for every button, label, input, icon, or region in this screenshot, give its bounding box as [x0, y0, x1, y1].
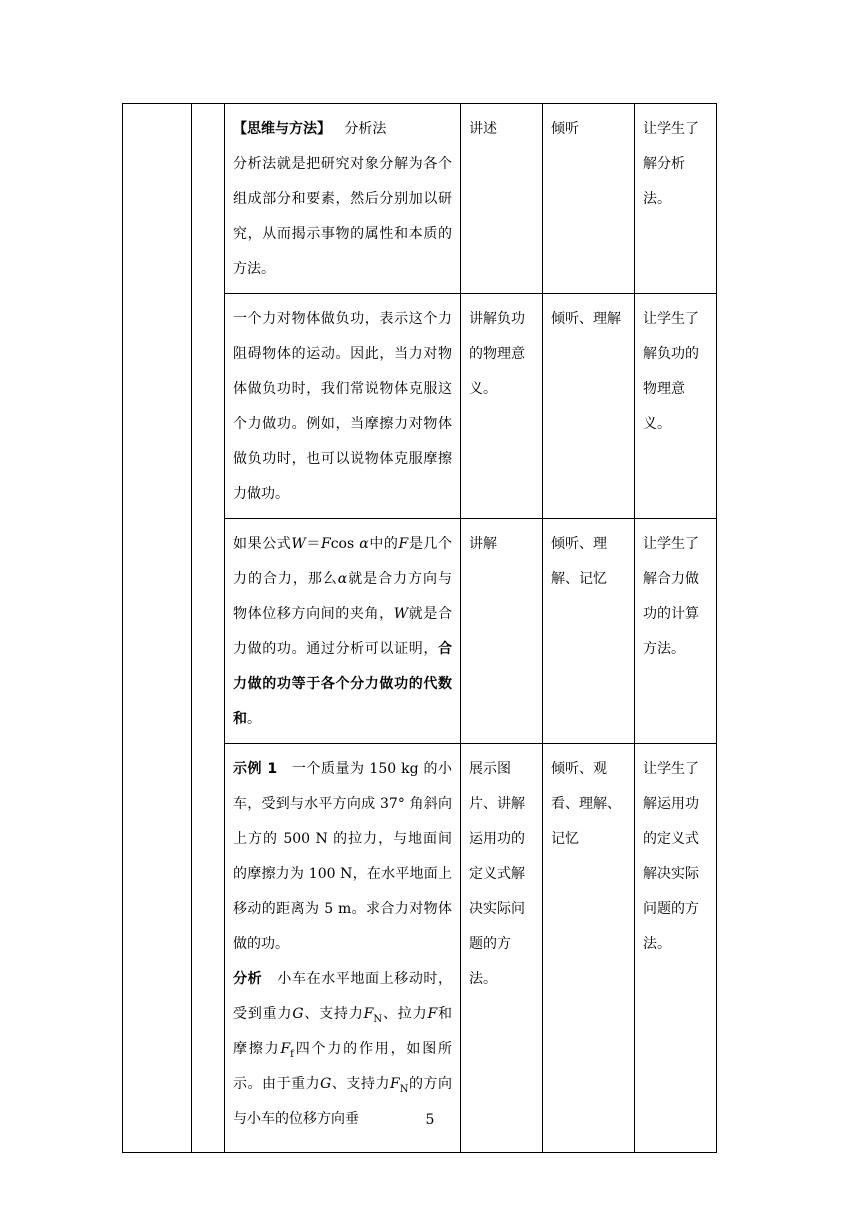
purpose-cell: 让学生了解负功的物理意义。: [635, 294, 717, 519]
formula-variable: F: [398, 536, 409, 552]
method-heading: 【思维与方法】: [233, 121, 331, 137]
method-body: 分析法就是把研究对象分解为各个组成部分和要素，然后分别加以研究，从而揭示事物的属性和本质的方法。: [233, 156, 452, 277]
teacher-activity-cell: 讲解: [461, 519, 543, 744]
formula-variable: F: [321, 536, 331, 552]
subscript: N: [373, 1014, 383, 1025]
table-row: [123, 104, 717, 294]
content-cell: [225, 744, 461, 1153]
formula-variable: α: [359, 536, 369, 552]
text-run: 和摩擦力: [233, 1006, 453, 1057]
formula-variable: W: [393, 606, 409, 622]
text-run: 、支持力: [331, 1076, 390, 1092]
formula-variable: F: [363, 1006, 374, 1022]
lesson-plan-table: [122, 103, 717, 1153]
text-run: 的方向与小车的位移方向垂: [233, 1076, 453, 1127]
formula-variable: G: [292, 1006, 304, 1022]
blank-stage-cell: [123, 104, 192, 1153]
method-topic: 分析法: [344, 121, 387, 137]
example-label: 示例 1: [233, 761, 278, 777]
text-run: cos: [330, 536, 355, 552]
text-run: 是几个力的合力，那么: [233, 536, 453, 587]
analysis-label: 分析: [233, 971, 263, 987]
formula-variable: α: [337, 571, 348, 587]
example-text: 一个质量为 150 kg 的小车，受到与水平方向成 37° 角斜向上方的 500 N 的拉力，与地面间的摩擦力为 100 N，在水平地面上移动的距离为 5 m。求合力对物体做的功。: [233, 761, 452, 952]
formula-variable: F: [280, 1041, 291, 1057]
content-cell: [225, 104, 461, 294]
formula-variable: W: [291, 536, 306, 552]
text-run: 、支持力: [303, 1006, 364, 1022]
student-activity-cell: 倾听、理解、记忆: [543, 519, 635, 744]
formula-variable: F: [427, 1006, 438, 1022]
formula-variable: F: [389, 1076, 400, 1092]
content-cell: 一个力对物体做负功，表示这个力阻碍物体的运动。因此，当力对物体做负功时，我们常说物体克服这个力做功。例如，当摩擦力对物体做负功时，也可以说物体克服摩擦力做功。: [225, 294, 461, 519]
purpose-cell: 让学生了解运用功的定义式解决实际问题的方法。: [635, 744, 717, 1153]
text-run: 就是合力做的功。通过分析可以证明，: [233, 606, 453, 657]
teacher-activity-cell: 讲解负功的物理意义。: [461, 294, 543, 519]
purpose-cell: 让学生了解合力做功的计算方法。: [635, 519, 717, 744]
student-activity-cell: 倾听: [543, 104, 635, 294]
teacher-activity-cell: 讲述: [461, 104, 543, 294]
teacher-activity-cell: 展示图片、讲解运用功的定义式解决实际问题的方法。: [461, 744, 543, 1153]
text-run: 、拉力: [382, 1006, 428, 1022]
formula-variable: G: [320, 1076, 332, 1092]
text-run: 小车在水平地面上移动时，受到重力: [233, 971, 453, 1022]
content-cell: [225, 519, 461, 744]
purpose-cell: 让学生了解分析法。: [635, 104, 717, 294]
text-run: 中的: [368, 536, 399, 552]
subscript: N: [399, 1084, 409, 1095]
text-run: 就是合力方向与物体位移方向间的夹角，: [233, 571, 452, 622]
text-run: 四个力的作用，如图所示。由于重力: [233, 1041, 453, 1092]
text-run: 如果公式: [233, 536, 292, 552]
page-number: 5: [425, 1112, 435, 1128]
bold-conclusion: 合力做的功等于各个分力做功的代数和: [233, 641, 452, 727]
text-run: ＝: [305, 536, 321, 552]
text-run: 。: [247, 711, 261, 727]
subscript: f: [290, 1049, 294, 1060]
student-activity-cell: 倾听、观看、理解、记忆: [543, 744, 635, 1153]
blank-step-cell: [192, 104, 225, 1153]
student-activity-cell: 倾听、理解: [543, 294, 635, 519]
